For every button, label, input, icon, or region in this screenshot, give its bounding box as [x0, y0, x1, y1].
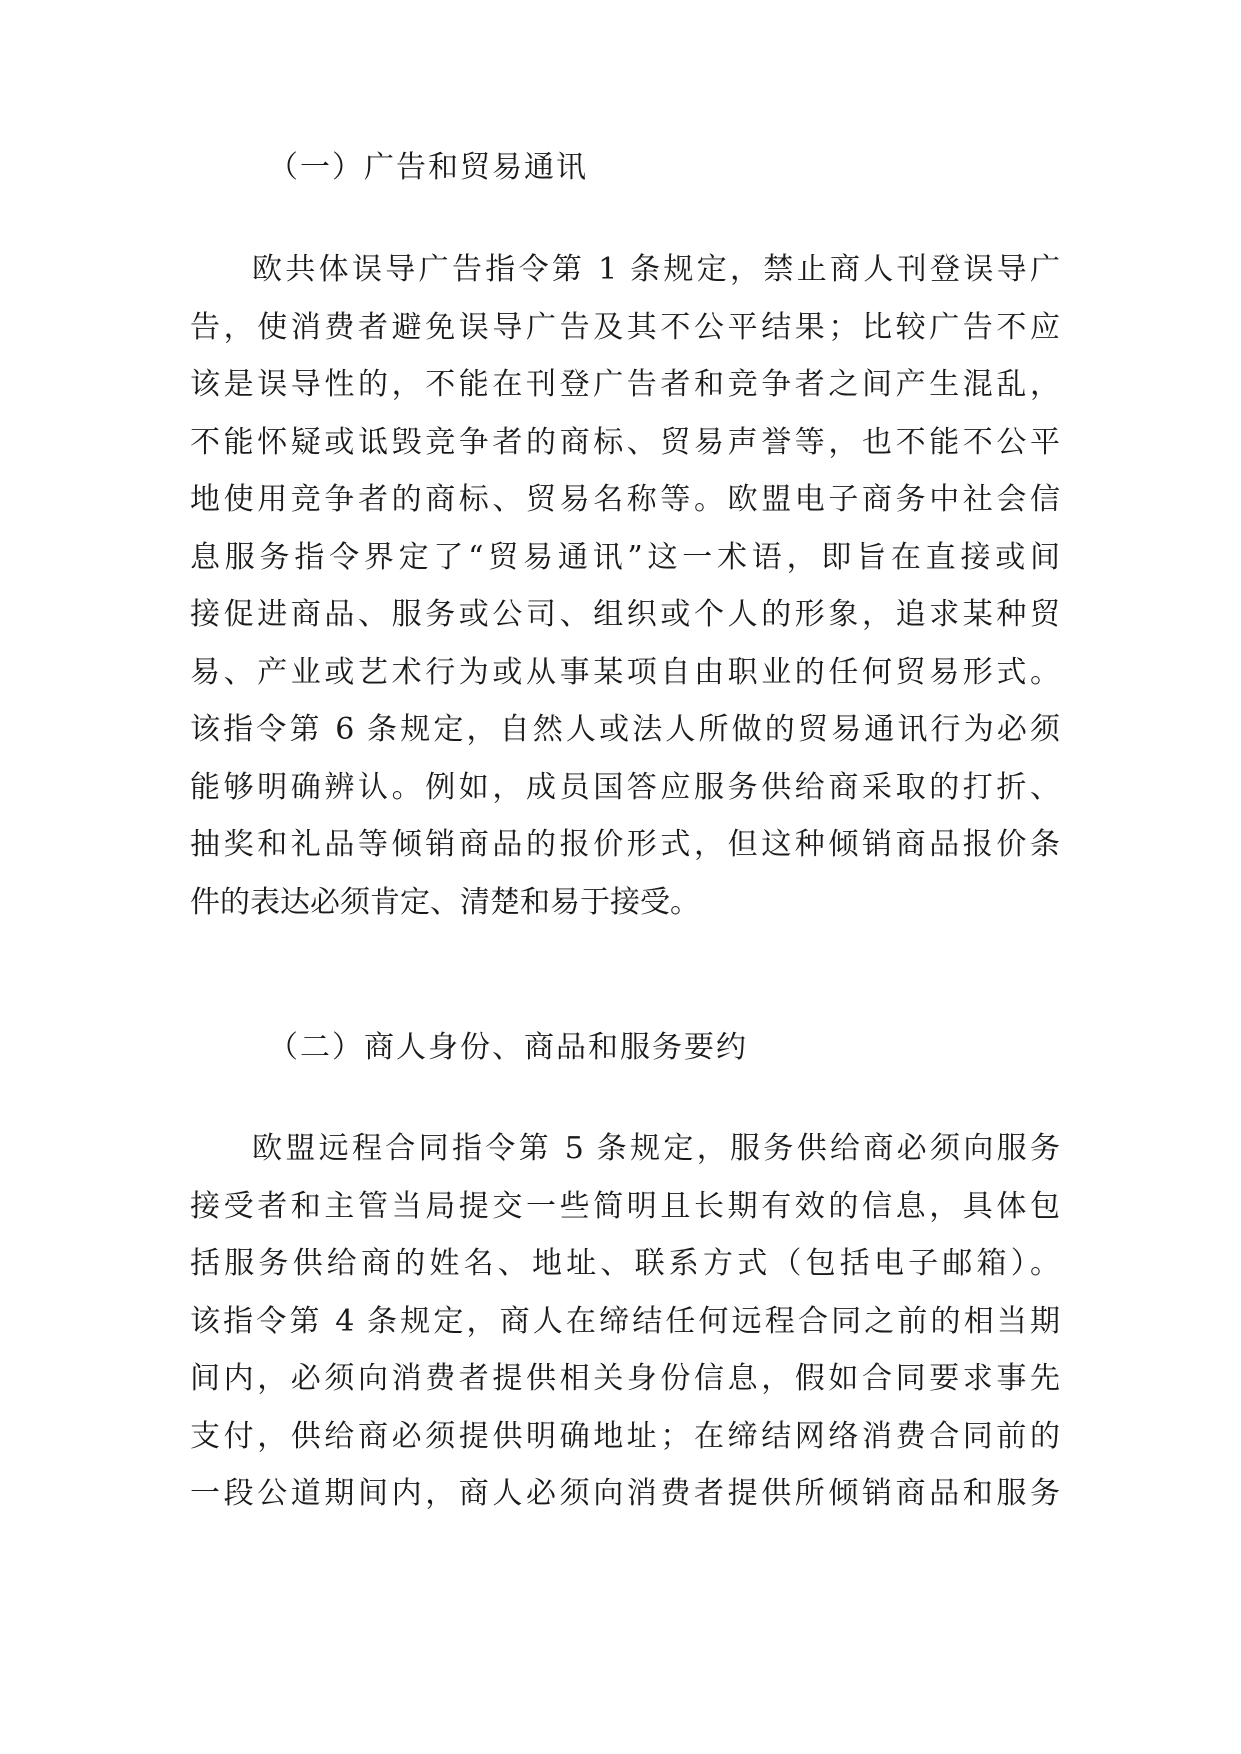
paragraph-line: 支付，供给商必须提供明确地址；在缔结网络消费合同前的 [190, 1418, 1060, 1454]
section-heading-2: （二）商人身份、商品和服务要约 [268, 1030, 748, 1065]
paragraph-line: 欧共体误导广告指令第 1 条规定，禁止商人刊登误导广 [252, 252, 1060, 287]
paragraph-line: 一段公道期间内，商人必须向消费者提供所倾销商品和服务 [190, 1476, 1060, 1511]
paragraph-line: 括服务供给商的姓名、地址、联系方式（包括电子邮箱）。 [190, 1246, 1060, 1281]
paragraph-line: 地使用竞争者的商标、贸易名称等。欧盟电子商务中社会信 [190, 482, 1060, 517]
paragraph-line: 接受者和主管当局提交一些简明且长期有效的信息，具体包 [190, 1188, 1060, 1224]
section-paragraph-1 [190, 241, 1060, 931]
paragraph-line: 易、产业或艺术行为或从事某项自由职业的任何贸易形式。 [190, 654, 1060, 690]
paragraph-line: 欧盟远程合同指令第 5 条规定，服务供给商必须向服务 [252, 1131, 1060, 1166]
paragraph-line: 间内，必须向消费者提供相关身份信息，假如合同要求事先 [190, 1361, 1060, 1396]
paragraph-line: 该是误导性的，不能在刊登广告者和竞争者之间产生混乱， [190, 367, 1060, 402]
paragraph-line: 能够明确辨认。例如，成员国答应服务供给商采取的打折、 [190, 769, 1060, 805]
section-paragraph-2 [190, 1120, 1060, 1523]
paragraph-line: 该指令第 6 条规定，自然人或法人所做的贸易通讯行为必须 [190, 712, 1060, 747]
paragraph-line: 息服务指令界定了“贸易通讯”这一术语，即旨在直接或间 [190, 539, 1060, 575]
paragraph-line: 不能怀疑或诋毁竞争者的商标、贸易声誉等，也不能不公平 [190, 424, 1060, 460]
paragraph-line: 接促进商品、服务或公司、组织或个人的形象，追求某种贸 [190, 597, 1060, 632]
paragraph-line: 告，使消费者避免误导广告及其不公平结果；比较广告不应 [190, 309, 1060, 345]
paragraph-line: 该指令第 4 条规定，商人在缔结任何远程合同之前的相当期 [190, 1303, 1060, 1339]
section-heading-1: （一）广告和贸易通讯 [268, 150, 588, 185]
paragraph-line: 件的表达必须肯定、清楚和易于接受。 [190, 884, 700, 920]
paragraph-line: 抽奖和礼品等倾销商品的报价形式，但这种倾销商品报价条 [190, 827, 1060, 862]
